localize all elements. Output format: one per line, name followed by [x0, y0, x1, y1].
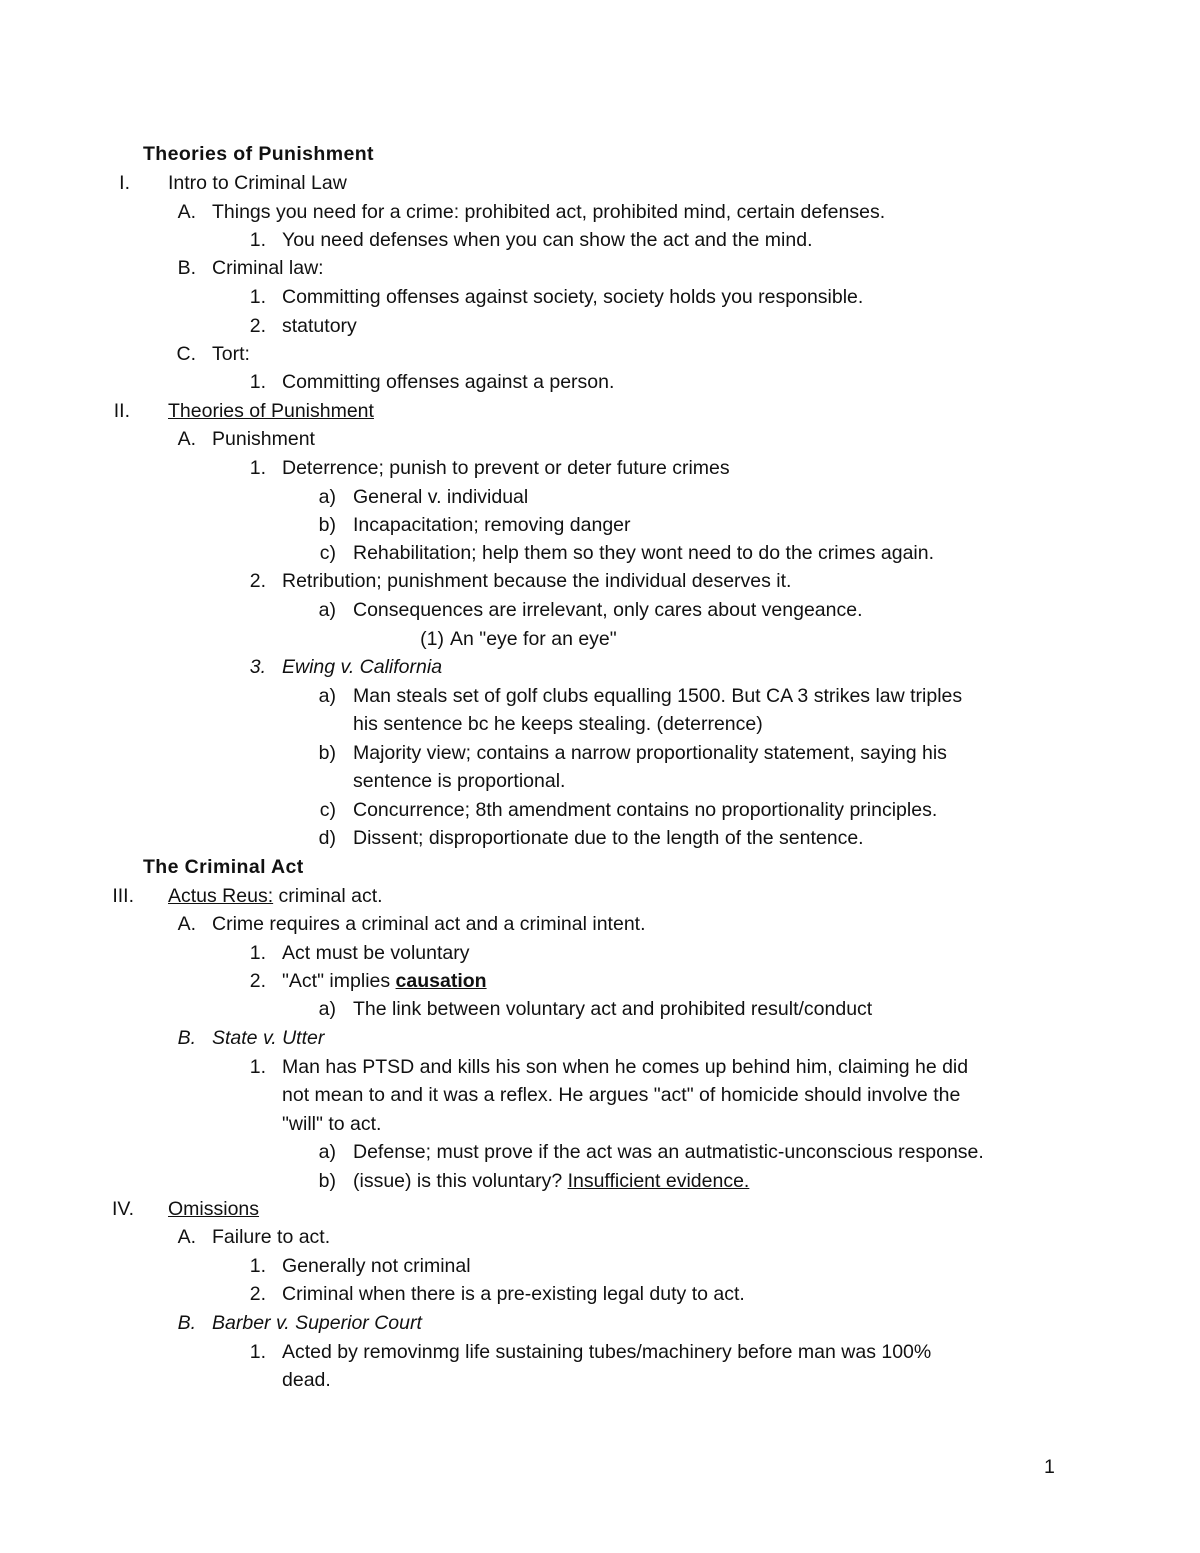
document-page: Theories of Punishment I. Intro to Criminal Law A. Things you need for a crime: prohibited act, prohibited mind, certain defenses. 1. You need defenses when you can show the act and the mind. B. Criminal law: 1. Committing offenses against society, society holds you responsible. 2. statutory C. Tort: 1. Committing offenses against a person. II. Theories of Punishment A. Punishment 1. Deterrence; punish to prevent or deter future crimes a) General v. individual b) Incapacitation; removing danger c) Rehabilitation; help them so they wont need to do the crimes again. 2. Retribution; punishment because the individual deserves it. a) Consequences are irrelevant, only cares about vengeance. (1) An "eye for an eye" 3. Ewing v. California a) Man steals set of golf clubs equalling 1500. But CA 3 strikes law triples his sentence bc he keeps stealing. (deterrence) b) Majority view; contains a narrow proportionality statement, saying his sentence is proportional. c) Concurrence; 8th amendment contains no proportionality principles. d) Dissent; disproportionate due to the length of the sentence. The Criminal Act III. Actus Reus: criminal act. A. Crime requires a criminal act and a criminal intent. 1. Act must be voluntary 2. "Act" implies causation a) The link between voluntary act and prohibited result/conduct B. State v. Utter 1. Man has PTSD and kills his son when he comes up behind him, claiming he did not mean to and it was a reflex. He argues "act" of homicide should involve the "will" to act. a) Defense; must prove if the act was an autmatistic-unconscious response. b) (issue) is this voluntary? Insufficient evidence. IV. Omissions A. Failure to act. 1. Generally not criminal 2. Criminal when there is a pre-existing legal duty to act. B. Barber v. Superior Court 1. Acted by removinmg life sustaining tubes/machinery before man was 100% dead. 1 [0, 0, 1200, 1553]
page-number: 1 [1044, 1456, 1055, 1478]
section-heading-criminal-act: The Criminal Act [143, 856, 304, 878]
section-heading-theories: Theories of Punishment [143, 143, 374, 165]
